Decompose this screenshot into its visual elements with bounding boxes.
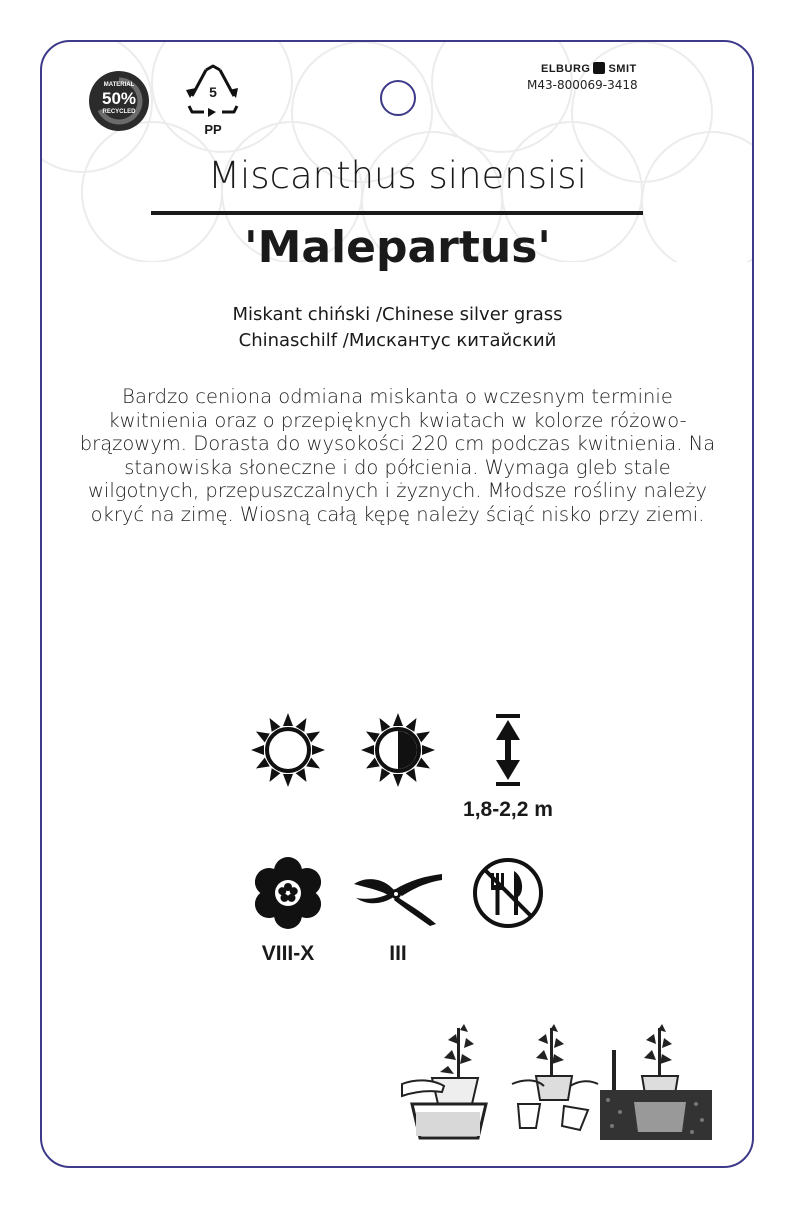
latin-name: Miscanthus sinensisi <box>208 154 587 197</box>
planting-in-soil-illustration-icon <box>598 1020 714 1142</box>
common-names-line2: Chinaschilf /Мискантус китайский <box>238 330 557 351</box>
recycling-material: PP <box>204 122 222 137</box>
brand-mark-icon <box>593 62 605 74</box>
badge-line1: MATERIAL <box>103 82 135 88</box>
common-names-line1: Miskant chiński /Chinese silver grass <box>232 304 563 325</box>
pruning-label: III <box>389 942 407 965</box>
sun-icon <box>250 712 326 788</box>
badge-line3: RECYCLED <box>102 109 136 115</box>
recycling-number: 5 <box>209 84 217 100</box>
brand-right: SMIT <box>608 63 637 75</box>
common-names <box>0 302 795 354</box>
potted-plant-illustration-icon <box>398 1020 492 1140</box>
height-arrow-icon <box>490 712 526 788</box>
pp-recycling-symbol <box>182 62 244 138</box>
remove-pot-illustration-icon <box>510 1020 600 1132</box>
pruners-icon <box>352 870 444 926</box>
brand-left: ELBURG <box>541 63 591 75</box>
brand-logo <box>541 62 637 75</box>
recycled-material-badge <box>88 70 150 132</box>
height-label: 1,8-2,2 m <box>463 798 553 821</box>
flowering-label: VIII-X <box>261 942 315 965</box>
label-card <box>40 40 754 1168</box>
not-edible-icon <box>470 855 546 931</box>
flower-icon <box>250 855 326 931</box>
title-divider <box>151 211 643 215</box>
product-code: M43-800069-3418 <box>527 78 638 92</box>
plant-description: Bardzo ceniona odmiana miskanta o wczesnym terminie kwitnienia oraz o przepięknych kwiatach w kolorze różowo-brązowym. Dorasta do wysokości 220 cm podczas kwitnienia. Na stanowiska słoneczne i do półcienia. Wymaga gleb stale wilgotnych, przepuszczalnych i żyznych. Młodsze rośliny należy okryć na zimę. Wiosną całą kępę należy ściąć nisko przy ziemi. <box>79 385 716 526</box>
hang-hole <box>380 80 416 116</box>
half-sun-icon <box>360 712 436 788</box>
badge-percent: 50% <box>101 89 137 108</box>
cultivar-name: 'Malepartus' <box>244 222 551 273</box>
